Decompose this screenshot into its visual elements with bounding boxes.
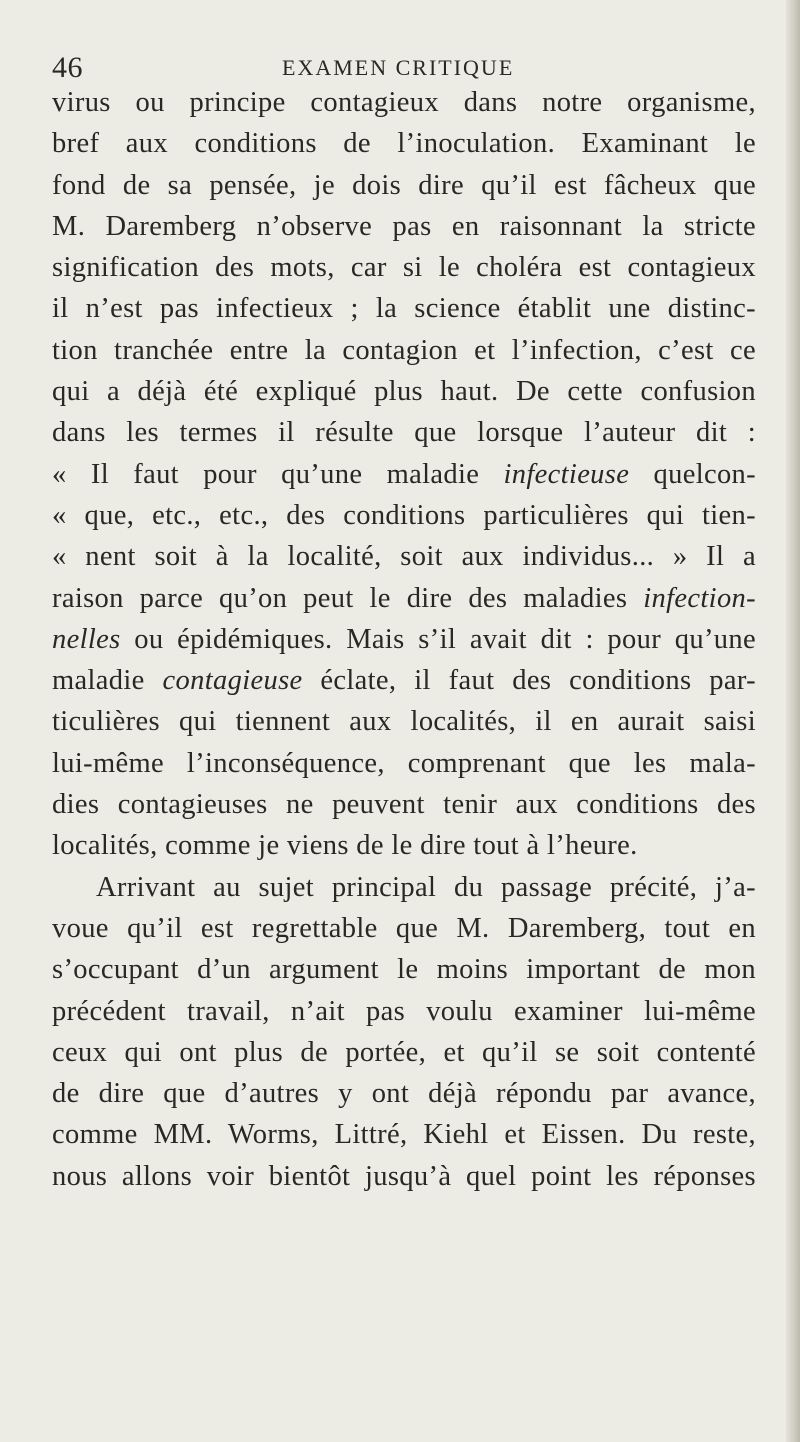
text-line: qui a déjà été expliqué plus haut. De cette confusion (52, 376, 756, 408)
text-line: précédent travail, n’ait pas voulu examiner lui-même (52, 995, 756, 1027)
text-line: signification des mots, car si le choléra est contagieux (52, 252, 756, 284)
text-segment: « Il faut pour qu’une maladie (52, 458, 504, 490)
italic-term: infection- (643, 582, 756, 614)
text-segment: raison parce qu’on peut le dire des maladies (52, 582, 644, 614)
italic-term: infectieuse (503, 458, 630, 490)
text-line: dies contagieuses ne peuvent tenir aux conditions des (52, 789, 756, 821)
text-line: s’occupant d’un argument le moins important de mon (52, 954, 756, 986)
page-number: 46 (52, 51, 83, 84)
running-head: EXAMEN CRITIQUE (282, 55, 515, 80)
text-line (52, 578, 756, 619)
text-line: dans les termes il résulte que lorsque l’auteur dit : (52, 417, 756, 449)
text-line: il n’est pas infectieux ; la science établit une distinc- (52, 293, 756, 325)
text-line (52, 619, 756, 660)
quote-line: « que, etc., etc., des conditions particulières qui tien- (52, 499, 756, 531)
text-line: comme MM. Worms, Littré, Kiehl et Eissen. Du reste, (52, 1119, 756, 1151)
text-line: virus ou principe contagieux dans notre organisme, (52, 87, 756, 118)
text-line: nous allons voir bientôt jusqu’à quel point les réponses (52, 1160, 756, 1192)
text-line: lui-même l’inconséquence, comprenant que les mala- (52, 747, 756, 779)
text-segment: maladie (52, 665, 163, 697)
paragraph-end-line: localités, comme je viens de le dire tout à l’heure. (52, 830, 638, 862)
text-segment: éclate, il faut des conditions par- (302, 665, 756, 697)
italic-term: nelles (52, 623, 121, 655)
text-line: de dire que d’autres y ont déjà répondu par avance, (52, 1078, 756, 1110)
quote-line (52, 454, 756, 495)
page-edge-shadow (786, 0, 800, 1442)
quote-line: « nent soit à la localité, soit aux individus... » Il a (52, 541, 756, 573)
text-line (52, 660, 756, 701)
text-line: ceux qui ont plus de portée, et qu’il se soit contenté (52, 1036, 756, 1068)
text-line: tion tranchée entre la contagion et l’infection, c’est ce (52, 334, 756, 366)
text-line: fond de sa pensée, je dois dire qu’il est fâcheux que (52, 169, 756, 201)
text-segment: ou épidémiques. Mais s’il avait dit : pour qu’une (120, 623, 756, 655)
text-line: M. Daremberg n’observe pas en raisonnant la stricte (52, 210, 756, 242)
text-segment: quelcon- (629, 458, 757, 490)
italic-term: contagieuse (162, 665, 303, 697)
body-text (52, 82, 756, 1197)
text-line: ticulières qui tiennent aux localités, il en aurait saisi (52, 706, 756, 738)
text-line: voue qu’il est regrettable que M. Daremberg, tout en (52, 912, 756, 944)
text-line: bref aux conditions de l’inoculation. Examinant le (52, 128, 756, 160)
paragraph-start-line: Arrivant au sujet principal du passage précité, j’a- (96, 871, 756, 903)
